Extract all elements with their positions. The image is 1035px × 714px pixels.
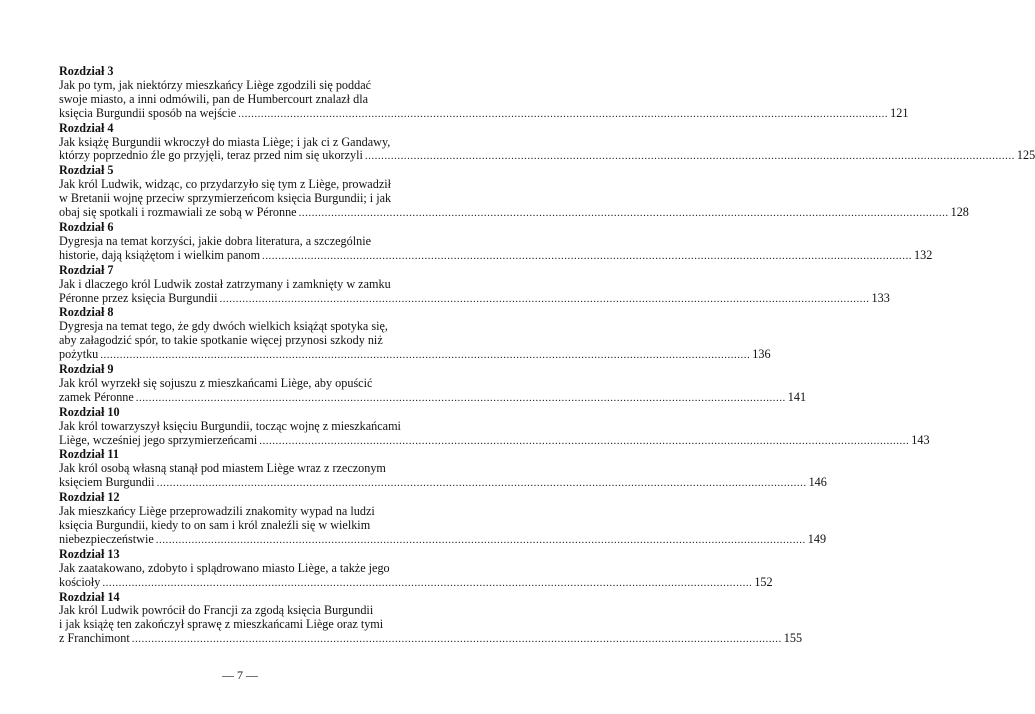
chapter-title-line: Jak król osobą własną stanął pod miastem Liège wraz z rzeczonym: [59, 461, 386, 476]
chapter-heading: Rozdział 11: [59, 447, 119, 462]
dot-leader: ........................................................................................................................................................................................................: [219, 292, 870, 305]
page-number-ref: 146: [808, 475, 827, 490]
chapter-title-line: księcia Burgundii, kiedy to on sam i król znaleźli się w wielkim: [59, 518, 371, 532]
chapter-heading: Rozdział 10: [59, 404, 120, 419]
chapter-title-line: [59, 347, 771, 363]
toc-entry: [59, 404, 930, 449]
chapter-title-text: pożytku: [59, 347, 99, 362]
page-number-ref: 133: [871, 290, 890, 305]
chapter-title-line: Jak król towarzyszył księciu Burgundii, tocząc wojnę z mieszkańcami: [59, 418, 401, 433]
chapter-title-line: [59, 631, 803, 647]
chapter-title-line: Jak po tym, jak niektórzy mieszkańcy Liège zgodzili się poddać: [59, 77, 372, 92]
chapter-title-text: historie, dają książętom i wielkim panom: [59, 247, 261, 262]
chapter-title-line: Jak zaatakowano, zdobyto i splądrowano miasto Liège, a także jego: [59, 560, 390, 575]
dot-leader: ........................................................................................................................................................................................................: [156, 477, 807, 490]
chapter-title-line: swoje miasto, a inni odmówili, pan de Humbercourt znalazł dla: [59, 91, 369, 106]
page-number-ref: 132: [914, 247, 933, 262]
dot-leader: ........................................................................................................................................................................................................: [155, 533, 806, 546]
toc-entry: [59, 490, 827, 548]
table-of-contents: [59, 64, 1035, 647]
dot-leader: ........................................................................................................................................................................................................: [102, 576, 753, 589]
chapter-title-line: Jak król Ludwik powrócił do Francji za zgodą księcia Burgundii: [59, 603, 374, 618]
chapter-title-line: aby załagodzić spór, to takie spotkanie więcej przynosi szkody niż: [59, 333, 383, 348]
dot-leader: ........................................................................................................................................................................................................: [364, 150, 1015, 163]
chapter-heading: Rozdział 7: [59, 262, 114, 277]
chapter-title-text: którzy poprzednio źle go przyjęli, teraz przed nim się ukorzyli: [59, 148, 363, 163]
page-number-ref: 128: [950, 205, 969, 220]
chapter-title-text: niebezpieczeństwie: [59, 531, 154, 546]
chapter-title-text: Péronne przez księcia Burgundii: [59, 290, 218, 305]
chapter-heading: Rozdział 4: [59, 120, 114, 135]
toc-entry: [59, 64, 909, 122]
chapter-heading: Rozdział 8: [59, 305, 114, 320]
dot-leader: ........................................................................................................................................................................................................: [238, 107, 889, 120]
chapter-heading: Rozdział 9: [59, 362, 114, 377]
chapter-title-text: zamek Péronne: [59, 389, 134, 404]
chapter-title-line: w Bretanii wojnę przeciw sprzymierzeńcom księcia Burgundii; i jak: [59, 191, 392, 206]
chapter-title-line: [59, 290, 890, 307]
chapter-title-text: z Franchimont: [59, 631, 130, 646]
chapter-heading: Rozdział 5: [59, 163, 114, 178]
chapter-title-line: Jak mieszkańcy Liège przeprowadzili znakomity wypad na ludzi: [59, 504, 375, 519]
chapter-title-line: [59, 475, 827, 491]
chapter-title-text: kościoły: [59, 574, 101, 589]
dot-leader: ........................................................................................................................................................................................................: [100, 349, 751, 362]
chapter-title-line: [59, 432, 930, 449]
chapter-title-text: księciem Burgundii: [59, 475, 155, 490]
toc-entry: [59, 447, 827, 491]
dot-leader: ........................................................................................................................................................................................................: [135, 391, 786, 404]
chapter-title-line: Jak książę Burgundii wkroczył do miasta Liège; i jak ci z Gandawy,: [59, 134, 391, 149]
chapter-heading: Rozdział 13: [59, 546, 120, 561]
chapter-title-line: [59, 247, 933, 264]
page-number-ref: 136: [752, 347, 771, 362]
dot-leader: ........................................................................................................................................................................................................: [259, 434, 910, 447]
page-number-ref: 155: [783, 631, 803, 646]
dot-leader: ........................................................................................................................................................................................................: [262, 249, 913, 262]
page-number-ref: 143: [911, 432, 930, 447]
chapter-title-line: [59, 148, 1035, 164]
page-number-ref: 121: [890, 105, 909, 120]
toc-entry: [59, 362, 807, 406]
toc-entry: [59, 163, 969, 221]
chapter-title-line: [59, 389, 807, 406]
chapter-heading: Rozdział 6: [59, 219, 114, 234]
chapter-heading: Rozdział 14: [59, 589, 120, 604]
chapter-title-line: [59, 574, 773, 591]
toc-entry: [59, 262, 890, 307]
toc-entry: [59, 589, 803, 648]
chapter-title-line: Dygresja na temat tego, że gdy dwóch wielkich książąt spotyka się,: [59, 319, 388, 334]
page-number: — 7 —: [222, 668, 258, 682]
chapter-title-line: Dygresja na temat korzyści, jakie dobra literatura, a szczególnie: [59, 233, 371, 248]
dot-leader: ........................................................................................................................................................................................................: [131, 633, 782, 646]
chapter-title-text: księcia Burgundii sposób na wejście: [59, 105, 237, 120]
chapter-title-line: Jak i dlaczego król Ludwik został zatrzymany i zamknięty w zamku: [59, 276, 391, 291]
page-number-ref: 141: [787, 389, 807, 404]
chapter-title-text: obaj się spotkali i rozmawiali ze sobą w Péronne: [59, 205, 297, 220]
page-number-ref: 152: [754, 574, 773, 589]
chapter-title-line: Jak król Ludwik, widząc, co przydarzyło się tym z Liège, prowadził: [59, 177, 391, 192]
dot-leader: ........................................................................................................................................................................................................: [298, 207, 949, 220]
page-number-ref: 125: [1016, 148, 1035, 163]
chapter-title-line: [59, 105, 909, 122]
toc-entry: [59, 305, 771, 363]
page-number-ref: 149: [807, 531, 827, 546]
chapter-title-line: Jak król wyrzekł się sojuszu z mieszkańcami Liège, aby opuścić: [59, 375, 373, 390]
toc-entry: [59, 120, 1035, 165]
chapter-heading: Rozdział 12: [59, 490, 120, 505]
chapter-heading: Rozdział 3: [59, 64, 114, 78]
chapter-title-line: [59, 531, 827, 548]
chapter-title-line: [59, 205, 969, 221]
toc-entry: [59, 546, 773, 591]
toc-entry: [59, 219, 933, 264]
chapter-title-text: Liège, wcześniej jego sprzymierzeńcami: [59, 432, 258, 447]
chapter-title-line: i jak książę ten zakończył sprawę z mieszkańcami Liège oraz tymi: [59, 617, 384, 632]
